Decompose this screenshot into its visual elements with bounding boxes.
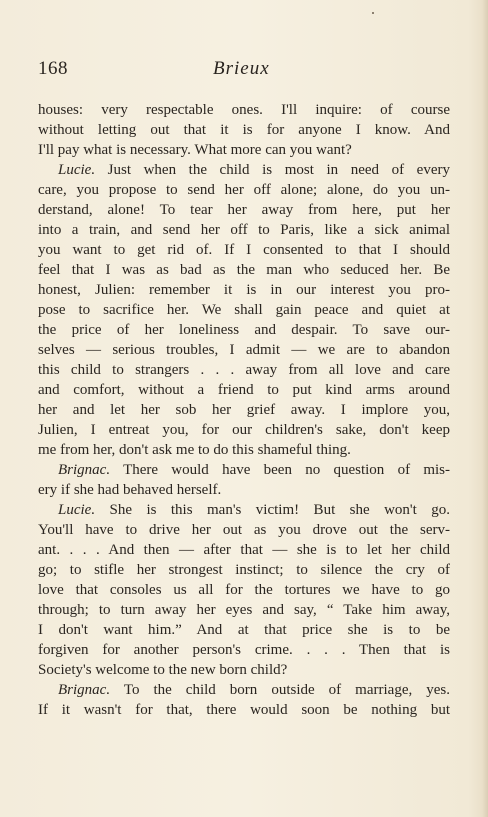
text-line [38, 560, 450, 580]
speaker-name: Lucie. [58, 162, 96, 178]
running-head: Brieux [213, 58, 270, 79]
text-line [38, 380, 450, 400]
line-text: love that consoles us all for the tortures we have to go [38, 582, 450, 598]
line-text: honest, Julien: remember it is in our interest you pro- [38, 282, 450, 298]
page-edge-shadow [482, 0, 488, 817]
line-text: selves — serious troubles, I admit — we are to abandon [38, 342, 450, 358]
text-line [38, 640, 450, 660]
line-text: through; to turn away her eyes and say, “ Take him away, [38, 602, 450, 618]
text-line [38, 620, 450, 640]
text-line [38, 420, 450, 440]
text-line [38, 460, 450, 480]
text-line [38, 580, 450, 600]
text-line [38, 280, 450, 300]
line-text: You'll have to drive her out as you drove out the serv- [38, 522, 450, 538]
text-line [38, 180, 450, 200]
speaker-name: Brignac. [58, 682, 111, 698]
line-text: this child to strangers . . . away from all love and care [38, 362, 450, 378]
text-line [38, 200, 450, 220]
text-line [38, 140, 450, 160]
text-line [38, 480, 450, 500]
line-text: care, you propose to send her off alone; alone, do you un- [38, 182, 450, 198]
line-text: houses: very respectable ones. I'll inquire: of course [38, 102, 450, 118]
line-text: and comfort, without a friend to put kind arms around [38, 382, 450, 398]
line-text: ery if she had behaved herself. [38, 482, 222, 498]
line-text: ant. . . . And then — after that — she is to let her child [38, 542, 450, 558]
line-text: the price of her loneliness and despair. To save our- [38, 322, 450, 338]
text-line [38, 400, 450, 420]
text-line [38, 440, 450, 460]
text-line [38, 360, 450, 380]
text-line [38, 520, 450, 540]
text-line [38, 600, 450, 620]
text-line [38, 160, 450, 180]
line-text: Just when the child is most in need of every [95, 162, 450, 178]
speaker-name: Brignac. [58, 462, 111, 478]
line-text: She is this man's victim! But she won't go. [95, 502, 450, 518]
text-line [38, 700, 450, 720]
text-line [38, 500, 450, 520]
line-text: There would have been no question of mis- [110, 462, 450, 478]
text-line [38, 680, 450, 700]
page-header [38, 58, 450, 88]
text-line [38, 260, 450, 280]
page-number: 168 [38, 58, 68, 79]
line-text: If it wasn't for that, there would soon be nothing but [38, 702, 450, 718]
line-text: feel that I was as bad as the man who seduced her. Be [38, 262, 450, 278]
text-line [38, 540, 450, 560]
line-text: you want to get rid of. If I consented to that I should [38, 242, 450, 258]
text-line [38, 320, 450, 340]
line-text: pose to sacrifice her. We shall gain peace and quiet at [38, 302, 450, 318]
speaker-name: Lucie. [58, 502, 96, 518]
text-line [38, 100, 450, 120]
line-text: me from her, don't ask me to do this shameful thing. [38, 442, 351, 458]
line-text: To the child born outside of marriage, yes. [110, 682, 450, 698]
text-line [38, 240, 450, 260]
text-line [38, 220, 450, 240]
line-text: without letting out that it is for anyone I know. And [38, 122, 450, 138]
line-text: derstand, alone! To tear her away from here, put her [38, 202, 450, 218]
text-line [38, 300, 450, 320]
paper-speck [372, 12, 374, 14]
line-text: Julien, I entreat you, for our children's sake, don't keep [38, 422, 450, 438]
line-text: into a train, and send her off to Paris, like a sick animal [38, 222, 450, 238]
line-text: I'll pay what is necessary. What more can you want? [38, 142, 352, 158]
text-line [38, 340, 450, 360]
line-text: go; to stifle her strongest instinct; to silence the cry of [38, 562, 450, 578]
text-line [38, 660, 450, 680]
line-text: forgiven for another person's crime. . . . Then that is [38, 642, 450, 658]
text-line [38, 120, 450, 140]
body-text [38, 100, 450, 720]
line-text: her and let her sob her grief away. I implore you, [38, 402, 450, 418]
line-text: Society's welcome to the new born child? [38, 662, 288, 678]
line-text: I don't want him.” And at that price she is to be [38, 622, 450, 638]
